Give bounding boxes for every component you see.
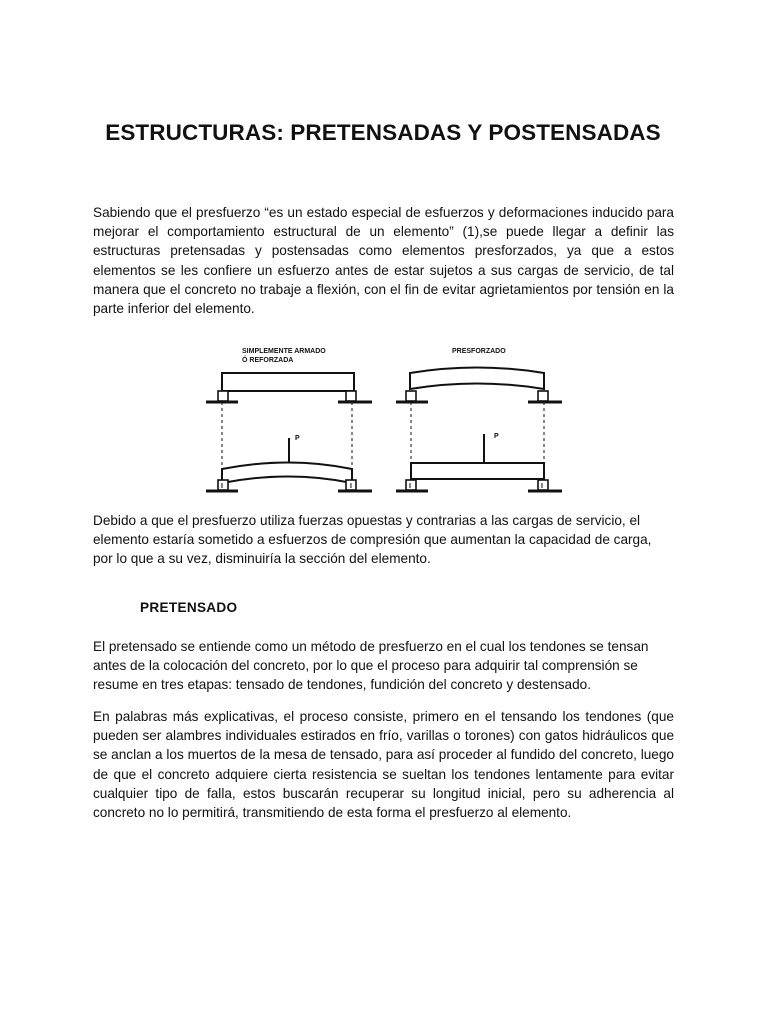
reinforced-beam-unloaded (222, 373, 354, 391)
support-block (538, 480, 548, 490)
section-heading-pretensado: PRETENSADO (140, 600, 238, 615)
support-block (218, 480, 228, 490)
support-block (406, 391, 416, 401)
support-block (346, 391, 356, 401)
load-label: P (494, 433, 499, 440)
support-mark: I (221, 483, 223, 490)
support-mark: I (409, 483, 411, 490)
reinforced-beam-group (206, 348, 372, 491)
pretensado-definition-paragraph: El pretensado se entiende como un método de presfuerzo en el cual los tendones se tensan antes de la colocación del concreto, por lo que el proceso para adquirir tal comprensión se resume en tres etapas: tensado de tendones, fundición del concreto y destensado. (93, 639, 649, 693)
reinforced-label-line2: Ó REFORZADA (242, 357, 294, 364)
support-mark: I (350, 483, 352, 490)
prestressed-beam-group (396, 348, 562, 491)
prestressed-beam-loaded (411, 463, 544, 479)
page-title: ESTRUCTURAS: PRETENSADAS Y POSTENSADAS (105, 120, 661, 145)
prestressed-beam-unloaded (410, 368, 544, 390)
support-block (538, 391, 548, 401)
beam-comparison-diagram (200, 340, 570, 500)
beam-diagram-svg (200, 340, 570, 500)
prestressed-label: PRESFORZADO (452, 348, 506, 355)
reinforced-beam-loaded (222, 463, 352, 484)
support-block (218, 391, 228, 401)
support-block (406, 480, 416, 490)
intro-paragraph: Sabiendo que el presfuerzo “es un estado especial de esfuerzos y deformaciones inducido para mejorar el comportamiento estructural de un elemento” (1),se puede llegar a definir las estructuras pretensadas y postensadas como elementos presforzados, ya que a estos elementos se les confiere un esfuerzo antes de estar sujetos a sus cargas de servicio, de tal manera que el concreto no trabaje a flexión, con el fin de evitar agrietamientos por tensión en la parte inferior del elemento. (93, 205, 674, 317)
reinforced-label-line1: SIMPLEMENTE ARMADO (242, 348, 326, 355)
pretensado-process-paragraph: En palabras más explicativas, el proceso consiste, primero en el tensando los tendones (que pueden ser alambres individuales estirados en frío, varillas o torones) con gatos hidráulicos que se anclan a los muertos de la mesa de tensado, para así proceder al fundido del concreto, luego de que el concreto adquiere cierta resistencia se sueltan los tendones lentamente para evitar cualquier tipo de falla, estos buscarán recuperar su longitud inicial, pero su adherencia al concreto no lo permitirá, transmitiendo de esta forma el presfuerzo al elemento. (93, 709, 674, 821)
support-mark: I (541, 483, 543, 490)
compression-paragraph: Debido a que el presfuerzo utiliza fuerzas opuestas y contrarias a las cargas de servicio, el elemento estaría sometido a esfuerzos de compresión que aumentan la capacidad de carga, por lo que a su vez, disminuiría la sección del elemento. (93, 513, 652, 567)
load-label: P (295, 435, 300, 442)
